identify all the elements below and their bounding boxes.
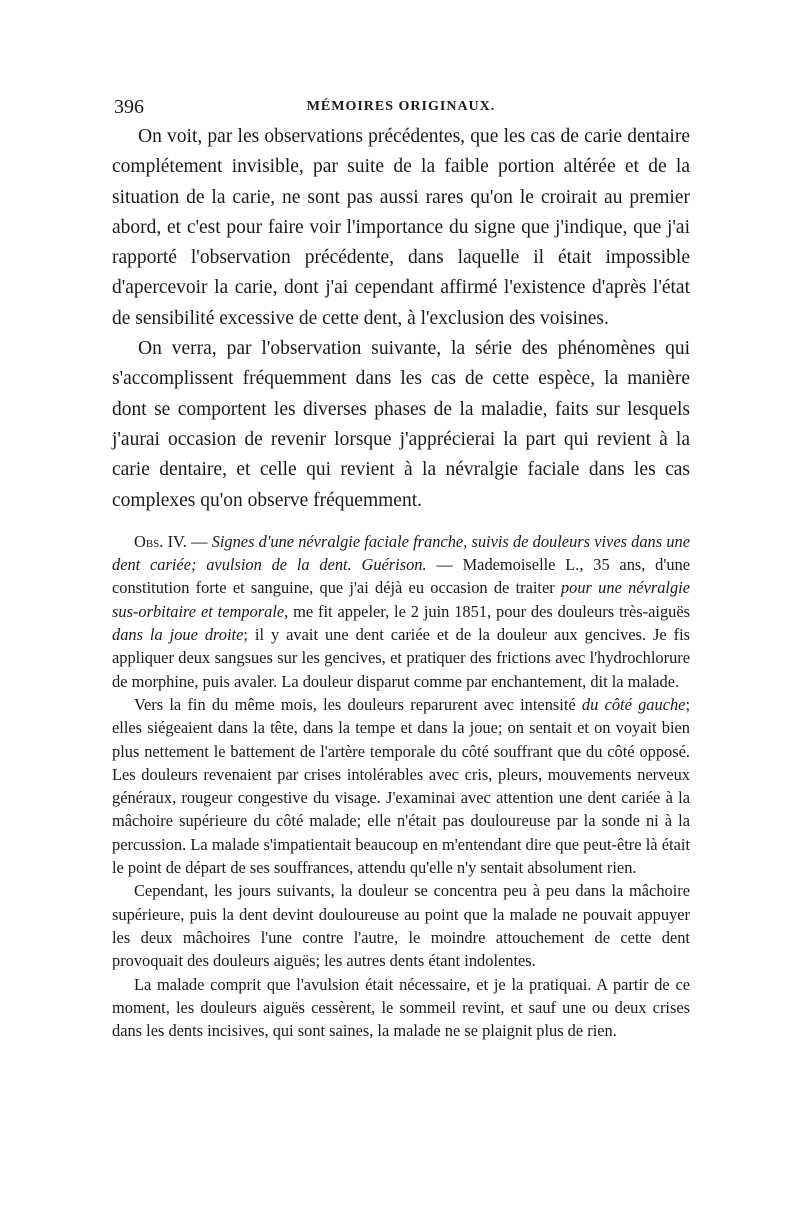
page-header <box>112 96 690 122</box>
observation-paragraph: La malade comprit que l'avulsion était nécessaire, et je la pratiquai. A partir de ce moment, les douleurs aiguës cessèrent, le sommeil revint, et sauf une ou deux crises dans les dents incisives, qui sont saines, la malade ne se plaignit plus de rien. <box>112 974 690 1041</box>
observation-dash: — <box>186 531 212 551</box>
body-paragraph: On verra, par l'observation suivante, la série des phénomènes qui s'accomplissent fréquemment dans les cas de cette espèce, la manière dont se comportent les diverses phases de la maladie, faits sur lesquels j'aurai occasion de revenir lorsque j'apprécierai la part qui revient à la carie dentaire, et celle qui revient à la névralgie faciale dans les cas complexes qu'on observe fréquemment. <box>112 338 690 511</box>
running-head: MÉMOIRES ORIGINAUX. <box>306 99 496 114</box>
observation-emphasis: pour une névralgie sus-orbitaire et temporale <box>112 578 690 621</box>
book-page <box>112 96 690 1042</box>
observation-text: ; il y avait une dent cariée et de la douleur aux gencives. Je fis appliquer deux sangsues sur les gencives, et pratiquer des frictions avec l'hydrochlorure de morphine, puis avaler. La douleur disparut comme par enchantement, dit la malade. <box>112 625 690 691</box>
observation-emphasis: dans la joue droite <box>112 625 244 645</box>
observation-label: Obs. IV. <box>134 531 187 551</box>
page-number: 396 <box>114 96 144 118</box>
observation-paragraph <box>112 693 690 879</box>
observation-text: — Mademoiselle L., 35 ans, d'une constitution forte et sanguine, que j'ai déjà eu occasion de traiter <box>112 555 690 598</box>
observation-text: Vers la fin du même mois, les douleurs reparurent avec intensité <box>134 694 582 714</box>
observation-paragraph: Cependant, les jours suivants, la douleur se concentra peu à peu dans la mâchoire supérieure, puis la dent devint douloureuse au point que la malade ne pouvait appuyer les deux mâchoires l'une contre l'autre, le moindre attouchement de cette dent provoquait des douleurs aiguës; les autres dents étant indolentes. <box>112 881 690 971</box>
observation-text: , me fit appeler, le 2 juin 1851, pour des douleurs très-aiguës <box>284 601 690 621</box>
observation-title: Signes d'une névralgie faciale franche, suivis de douleurs vives dans une dent cariée; avulsion de la dent. Guérison. <box>112 531 690 575</box>
observation-paragraph <box>112 530 690 693</box>
observation-text: ; elles siégeaient dans la tête, dans la tempe et dans la joue; on sentait et on voyait bien plus nettement le battement de l'artère temporale du côté souffrant que du côté opposé. Les douleurs revenaient par crises intolérables avec cris, pleurs, mouvements nerveux généraux, rougeur congestive du visage. J'examinai avec attention une dent cariée à la mâchoire supérieure du côté malade; elle n'était pas douloureuse par la sonde ni à la percussion. La malade s'impatientait beaucoup en m'entendant dire que peut-être là était le point de départ de ses souffrances, attendu qu'elle n'y sentait absolument rien. <box>112 694 691 878</box>
body-paragraph: On voit, par les observations précédentes, que les cas de carie dentaire complétement invisible, par suite de la faible portion altérée et de la situation de la carie, ne sont pas aussi rares qu'on le croirait au premier abord, et c'est pour faire voir l'importance du signe que j'indique, que j'ai rapporté l'observation précédente, dans laquelle il était impossible d'apercevoir la carie, dont j'ai cependant affirmé l'existence d'après l'état de sensibilité excessive de cette dent, à l'exclusion des voisines. <box>112 126 690 329</box>
observation-section <box>112 530 690 1043</box>
observation-emphasis: du côté gauche <box>581 694 686 714</box>
